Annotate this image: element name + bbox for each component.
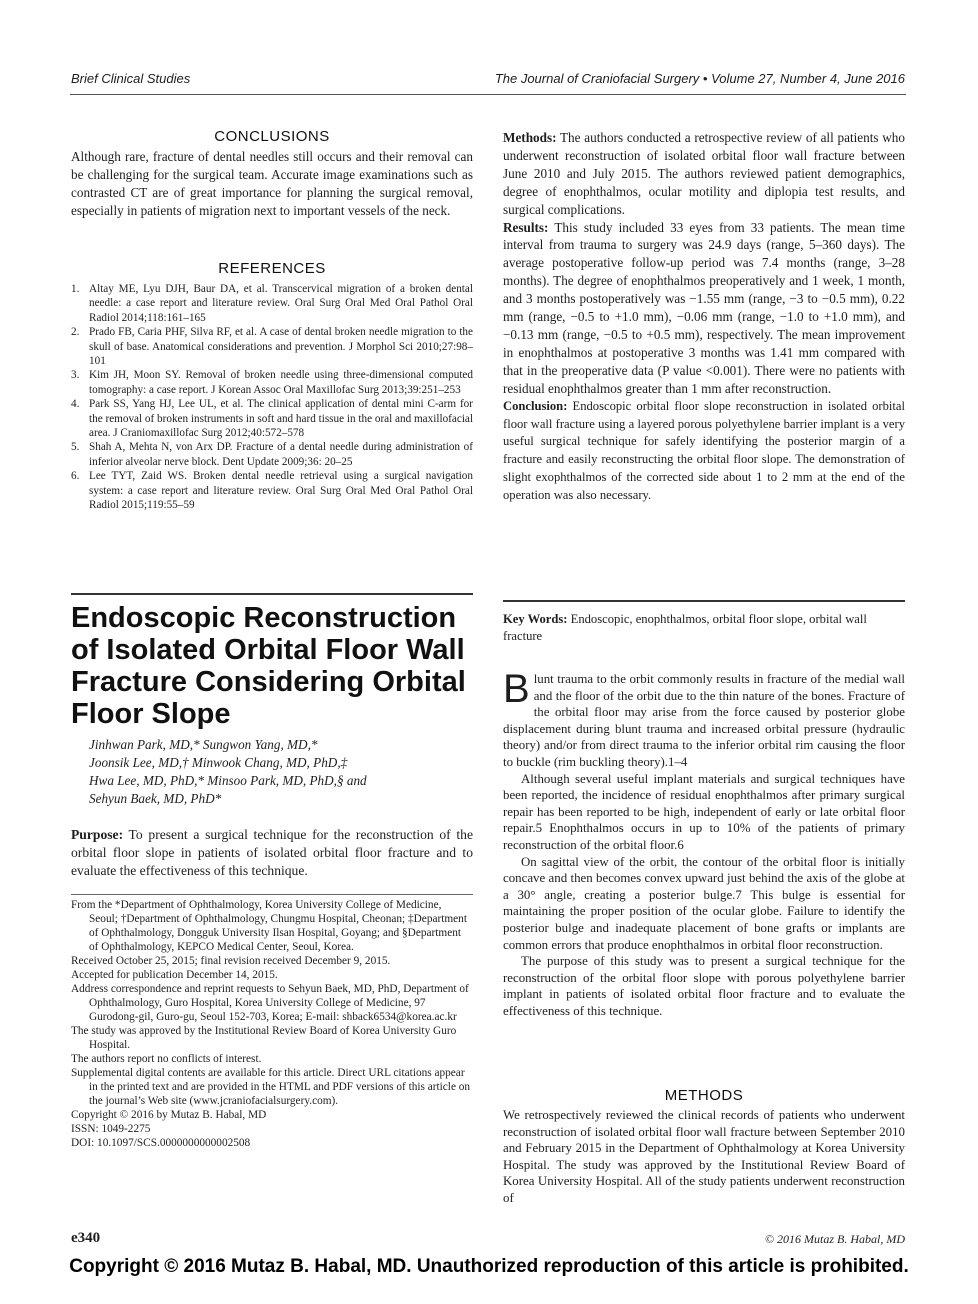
abstract-conclusion: Conclusion: Endoscopic orbital floor slope reconstruction in isolated orbital floor wall fracture using a layered porous polyethylene barrier implant is a very useful surgical technique for safely identifying the posterior margin of a fracture and easily reconstructing the orbital floor slope. The demonstration of slight exophthalmos of the corrected side about 1 to 2 mm at the end of the operation was also necessary. bbox=[503, 398, 905, 503]
header-rule bbox=[70, 94, 906, 95]
reference-item: 6. Lee TYT, Zaid WS. Broken dental needle retrieval using a surgical navigation system: a case report and literature review. Oral Surg Oral Med Oral Pathol Oral Radiol 2015;119:55–59 bbox=[71, 470, 473, 512]
references-list bbox=[71, 282, 473, 513]
article-title: Endoscopic Reconstruction of Isolated Orbital Floor Wall Fracture Considering Orbital Floor Slope bbox=[71, 602, 466, 730]
reference-item: 1. Altay ME, Lyu DJH, Baur DA, et al. Transcervical migration of a broken dental needle: a case report and literature review. Oral Surg Oral Med Oral Pathol Oral Radiol 2014;118:161–165 bbox=[71, 283, 473, 324]
note-correspondence: Address correspondence and reprint requests to Sehyun Baek, MD, PhD, Department of Ophthalmology, Guro Hospital, Korea University College of Medicine, 97 Gurodong-gil, Guro-gu, Seoul 152-703, Korea; E-mail: shback6534@korea.ac.kr bbox=[71, 983, 469, 1023]
purpose-text: To present a surgical technique for the reconstruction of the orbital floor slope in patients of isolated orbital floor fracture and to evaluate the effectiveness of this technique. bbox=[71, 827, 473, 879]
intro-paragraph-2: Although several useful implant materials and surgical techniques have been reported, the incidence of residual enophthalmos after primary surgical repair has been reported to be high, independent of early or late orbital floor repair.5 Enophthalmos occurs in up to 10% of the patients of primary reconstruction of the orbital floor.6 bbox=[503, 771, 905, 852]
introduction bbox=[503, 667, 905, 1019]
note-issn: ISSN: 1049-2275 bbox=[71, 1123, 151, 1135]
dropcap-letter: B bbox=[503, 667, 530, 711]
running-header-right: The Journal of Craniofacial Surgery • Volume 27, Number 4, June 2016 bbox=[494, 71, 905, 86]
keywords-label: Key Words: bbox=[503, 612, 568, 626]
note-supplemental: Supplemental digital contents are available for this article. Direct URL citations appear in the printed text and are provided in the HTML and PDF versions of this article on the journal’s Web site (www.jcraniofacialsurgery.com). bbox=[71, 1067, 471, 1107]
article-title-block bbox=[71, 602, 473, 730]
author-line: Sehyun Baek, MD, PhD* bbox=[89, 791, 222, 806]
abstract-continued bbox=[503, 129, 905, 505]
intro-paragraph-3: On sagittal view of the orbit, the contour of the orbital floor is initially concave and then becomes convex upward just behind the axis of the globe at a 30° angle, creating a posterior bulge.7 This bulge is essential for maintaining the proper position of the ocular globe. Failure to identify the posterior bulge and inadequate placement of bone grafts or implants are common errors that produce enophthalmos in orbital floor reconstruction. bbox=[503, 854, 905, 952]
author-line: Jinhwan Park, MD,* Sungwon Yang, MD,* bbox=[89, 737, 318, 752]
methods-section bbox=[503, 1087, 905, 1207]
reference-item: 5. Shah A, Mehta N, von Arx DP. Fracture of a dental needle during administration of inferior alveolar nerve block. Dent Update 2009;36: 20–25 bbox=[71, 441, 473, 468]
note-accepted: Accepted for publication December 14, 2015. bbox=[71, 969, 278, 981]
conclusions-heading: CONCLUSIONS bbox=[214, 128, 330, 145]
reference-item: 3. Kim JH, Moon SY. Removal of broken needle using three-dimensional computed tomography: a case report. J Korean Assoc Oral Maxillofac Surg 2013;39:251–253 bbox=[71, 369, 473, 396]
footnote-rule bbox=[71, 894, 473, 895]
running-header-left: Brief Clinical Studies bbox=[71, 71, 191, 86]
note-irb: The study was approved by the Institutional Review Board of Korea University Guro Hospital. bbox=[71, 1025, 457, 1051]
conclusions-section bbox=[71, 128, 473, 220]
note-affiliations: From the *Department of Ophthalmology, Korea University College of Medicine, Seoul; †Department of Ophthalmology, Chungmu Hospital, Cheonan; ‡Department of Ophthalmology, Dongguk University Ilsan Hospital, Goyang; and §Department of Ophthalmology, KEPCO Medical Center, Seoul, Korea. bbox=[71, 899, 467, 953]
reference-item: 4. Park SS, Yang HJ, Lee UL, et al. The clinical application of dental mini C-arm for the removal of broken instruments in soft and hard tissue in the oral and maxillofacial area. J Craniomaxillofac Surg 2012;40:572–578 bbox=[71, 398, 474, 440]
intro-paragraph-4: The purpose of this study was to present a surgical technique for the reconstruction of the orbital floor slope with porous polyethylene barrier implant in patients of isolated orbital floor fracture and to evaluate the effectiveness of this technique. bbox=[503, 954, 905, 1018]
methods-text: We retrospectively reviewed the clinical records of patients who underwent reconstruction of isolated orbital floor wall fracture between September 2010 and February 2015 in the Department of Ophthalmology at Korea University Hospital. The study was approved by the Institutional Review Board of Korea University Hospital. All of the study patients underwent reconstruction of bbox=[503, 1108, 905, 1205]
author-line: Hwa Lee, MD, PhD,* Minsoo Park, MD, PhD,§ and bbox=[89, 773, 367, 788]
intro-paragraph-1: lunt trauma to the orbit commonly results in fracture of the medial wall and the floor of the orbit due to the thin nature of the bones. Fracture of the orbital floor may arise from the force caused by posterior globe displacement during blunt trauma and increased orbital pressure (hydraulic theory) and/or from direct trauma to the inferior orbital rim causing the floor to buckle (rim buckling theory).1–4 bbox=[503, 672, 905, 769]
keywords-text: Endoscopic, enophthalmos, orbital floor slope, orbital wall fracture bbox=[503, 612, 867, 643]
footer-copyright-short: © 2016 Mutaz B. Habal, MD bbox=[764, 1232, 905, 1246]
author-line: Joonsik Lee, MD,† Minwook Chang, MD, PhD,‡ bbox=[89, 755, 348, 770]
note-copyright: Copyright © 2016 by Mutaz B. Habal, MD bbox=[71, 1109, 267, 1121]
conclusions-text: Although rare, fracture of dental needles still occurs and their removal can be challenging for the surgical team. Accurate image examinations such as contrasted CT are of great importance for planning the surgical removal, especially in patients of migration next to important vessels of the neck. bbox=[71, 149, 473, 218]
author-list bbox=[89, 736, 473, 808]
abstract-methods: Methods: The authors conducted a retrospective review of all patients who underwent reconstruction of isolated orbital floor wall fracture between June 2010 and July 2015. The authors reviewed patient demographics, degree of enophthalmos, ocular motility and diplopia test results, and surgical complications. bbox=[503, 130, 905, 217]
article-rule-left bbox=[71, 593, 473, 595]
copyright-banner: Copyright © 2016 Mutaz B. Habal, MD. Unauthorized reproduction of this article is prohibited. bbox=[69, 1256, 909, 1277]
methods-heading: METHODS bbox=[664, 1087, 744, 1104]
abstract-results: Results: This study included 33 eyes from 33 patients. The mean time interval from trauma to surgery was 24.9 days (range, 5–360 days). The average postoperative follow-up period was 7.4 months (range, 3–28 months). The degree of enophthalmos preoperatively and 1 week, 1 month, and 3 months postoperatively was −1.55 mm (range, −3 to −0.5 mm), 0.22 mm (range, −0.5 to +1.0 mm), −0.06 mm (range, −1.0 to +1.0 mm), and −0.13 mm (range, −0.5 to +0.5 mm), respectively. The mean improvement in enophthalmos at postoperative 3 months was 1.41 mm compared with that in the preoperative data (P value <0.001). There were no patients with residual enophthalmos greater than 1 mm after reconstruction. bbox=[503, 219, 905, 396]
note-conflicts: The authors report no conflicts of interest. bbox=[71, 1053, 262, 1065]
note-doi: DOI: 10.1097/SCS.0000000000002508 bbox=[71, 1137, 251, 1149]
article-rule-right bbox=[503, 600, 905, 602]
article-notes bbox=[71, 898, 473, 1150]
keywords-block bbox=[503, 611, 905, 645]
reference-item: 2. Prado FB, Caria PHF, Silva RF, et al. A case of dental broken needle migration to the skull of base. Anatomical considerations and prevention. J Morphol Sci 2010;27:98–101 bbox=[71, 326, 473, 368]
references-heading: REFERENCES bbox=[218, 260, 326, 277]
page-number: e340 bbox=[71, 1230, 101, 1246]
purpose-label: Purpose: bbox=[71, 827, 124, 842]
references-section bbox=[71, 260, 473, 513]
abstract-purpose bbox=[71, 826, 473, 881]
note-received: Received October 25, 2015; final revision received December 9, 2015. bbox=[71, 955, 391, 967]
